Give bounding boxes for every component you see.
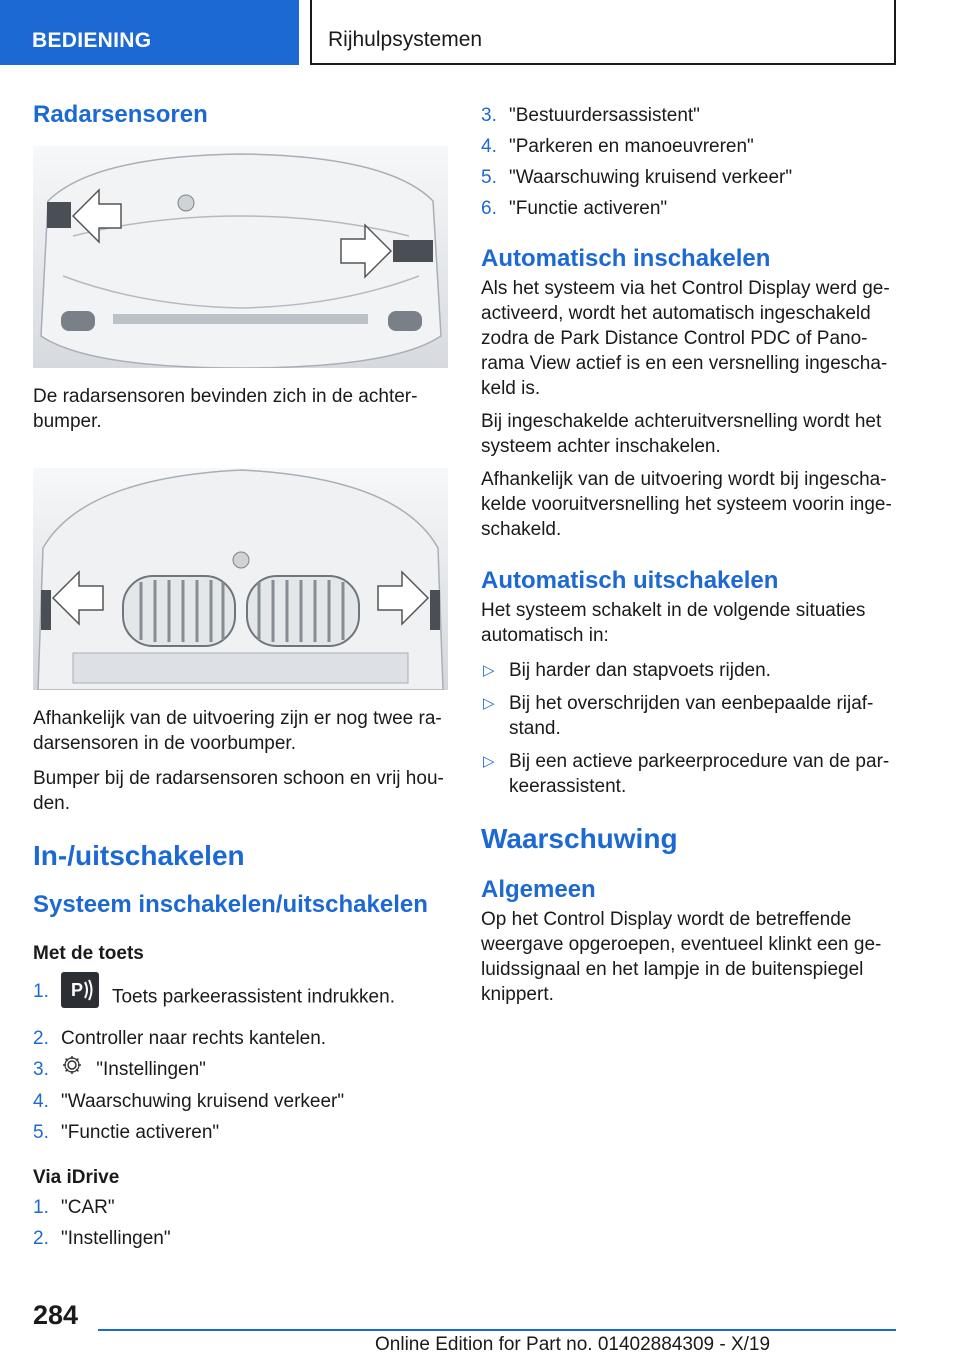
para-algemeen: Op het Control Display wordt de betreffende weergave opgeroepen, eventueel klinkt een ge- luidssignaal en het lampje in de buitenspiegel knippert.: [481, 909, 882, 1005]
gear-icon: [61, 1054, 83, 1086]
right-column: [481, 98, 896, 1007]
page-number: 284: [33, 1300, 79, 1330]
heading-automatisch-inschakelen: Automatisch inschakelen: [481, 245, 771, 272]
rear-bumper-figure: [33, 146, 448, 368]
list-item: ▷ Bij het overschrijden van eenbepaalde rijaf- stand.: [483, 693, 874, 739]
para-clean-bumper: Bumper bij de radarsensoren schoon en vrij hou- den.: [33, 768, 444, 814]
triangle-bullet-icon: ▷: [483, 753, 495, 770]
header-chapter-label: Rijhulpsystemen: [328, 28, 483, 51]
heading-waarschuwing: Waarschuwing: [481, 823, 678, 854]
svg-text:P: P: [71, 980, 84, 1000]
left-column: [33, 98, 448, 1254]
front-bumper-figure: [33, 468, 448, 690]
para-auto-on-2: Bij ingeschakelde achteruitversnelling wordt het systeem achter inschakelen.: [481, 411, 882, 457]
para-rear-bumper: De radarsensoren bevinden zich in de achter- bumper.: [33, 386, 418, 432]
runin-met-de-toets: Met de toets: [33, 943, 144, 964]
list-item: 6. "Functie activeren": [481, 198, 668, 219]
list-item: 3. "Bestuurdersassistent": [481, 105, 700, 126]
heading-algemeen: Algemeen: [481, 876, 596, 903]
header-chapter-tab: [310, 0, 896, 65]
runin-via-idrive: Via iDrive: [33, 1167, 120, 1188]
heading-in-uitschakelen: In-/uitschakelen: [33, 840, 245, 871]
header-section-label: BEDIENING: [32, 29, 152, 52]
steps-idrive-continued-list: [481, 100, 896, 224]
triangle-bullet-icon: ▷: [483, 695, 495, 712]
list-item: 5. "Waarschuwing kruisend verkeer": [481, 167, 793, 188]
para-auto-on-1: Als het systeem via het Control Display werd ge- activeerd, wordt het automatisch ingeschakeld zodra de Park Distance Control PDC of Pano- rama View actief is en een versnelling ingescha- keld is.: [481, 278, 890, 399]
steps-idrive-list: [33, 1192, 448, 1254]
footer-edition: Online Edition for Part no. 01402884309 - X/19: [375, 1334, 771, 1355]
list-item: 4. "Parkeren en manoeuvreren": [481, 136, 754, 157]
steps-button-list: [33, 972, 448, 1148]
header-section-tab: [0, 0, 299, 65]
list-item: 1. P Toets parkeerassistent indrukken.: [33, 972, 448, 1023]
list-item: 3. "Instellingen": [33, 1054, 448, 1086]
heading-automatisch-uitschakelen: Automatisch uitschakelen: [481, 567, 779, 594]
list-item: 1. "CAR": [33, 1197, 115, 1218]
list-item: 5. "Functie activeren": [33, 1122, 220, 1143]
triangle-bullet-icon: ▷: [483, 662, 495, 679]
heading-radarsensoren: Radarsensoren: [33, 101, 208, 128]
bullets-auto-off: [481, 658, 896, 799]
para-front-bumper: Afhankelijk van de uitvoering zijn er nog twee ra- darsensoren in de voorbumper.: [33, 708, 442, 754]
park-assist-icon: [61, 972, 99, 1023]
list-item: 2. "Instellingen": [33, 1228, 171, 1249]
list-item: 4. "Waarschuwing kruisend verkeer": [33, 1091, 345, 1112]
heading-systeem-schakelen: Systeem inschakelen/uitschakelen: [33, 891, 428, 918]
list-item: 2. Controller naar rechts kantelen.: [33, 1028, 327, 1049]
para-auto-off: Het systeem schakelt in de volgende situaties automatisch in:: [481, 600, 866, 646]
list-item: ▷ Bij harder dan stapvoets rijden.: [483, 660, 771, 681]
para-auto-on-3: Afhankelijk van de uitvoering wordt bij ingescha- kelde vooruitversnelling het systeem voorin inge- schakeld.: [481, 469, 892, 540]
footer-divider: [98, 1329, 896, 1331]
list-item: ▷ Bij een actieve parkeerprocedure van de par- keerassistent.: [483, 751, 890, 797]
